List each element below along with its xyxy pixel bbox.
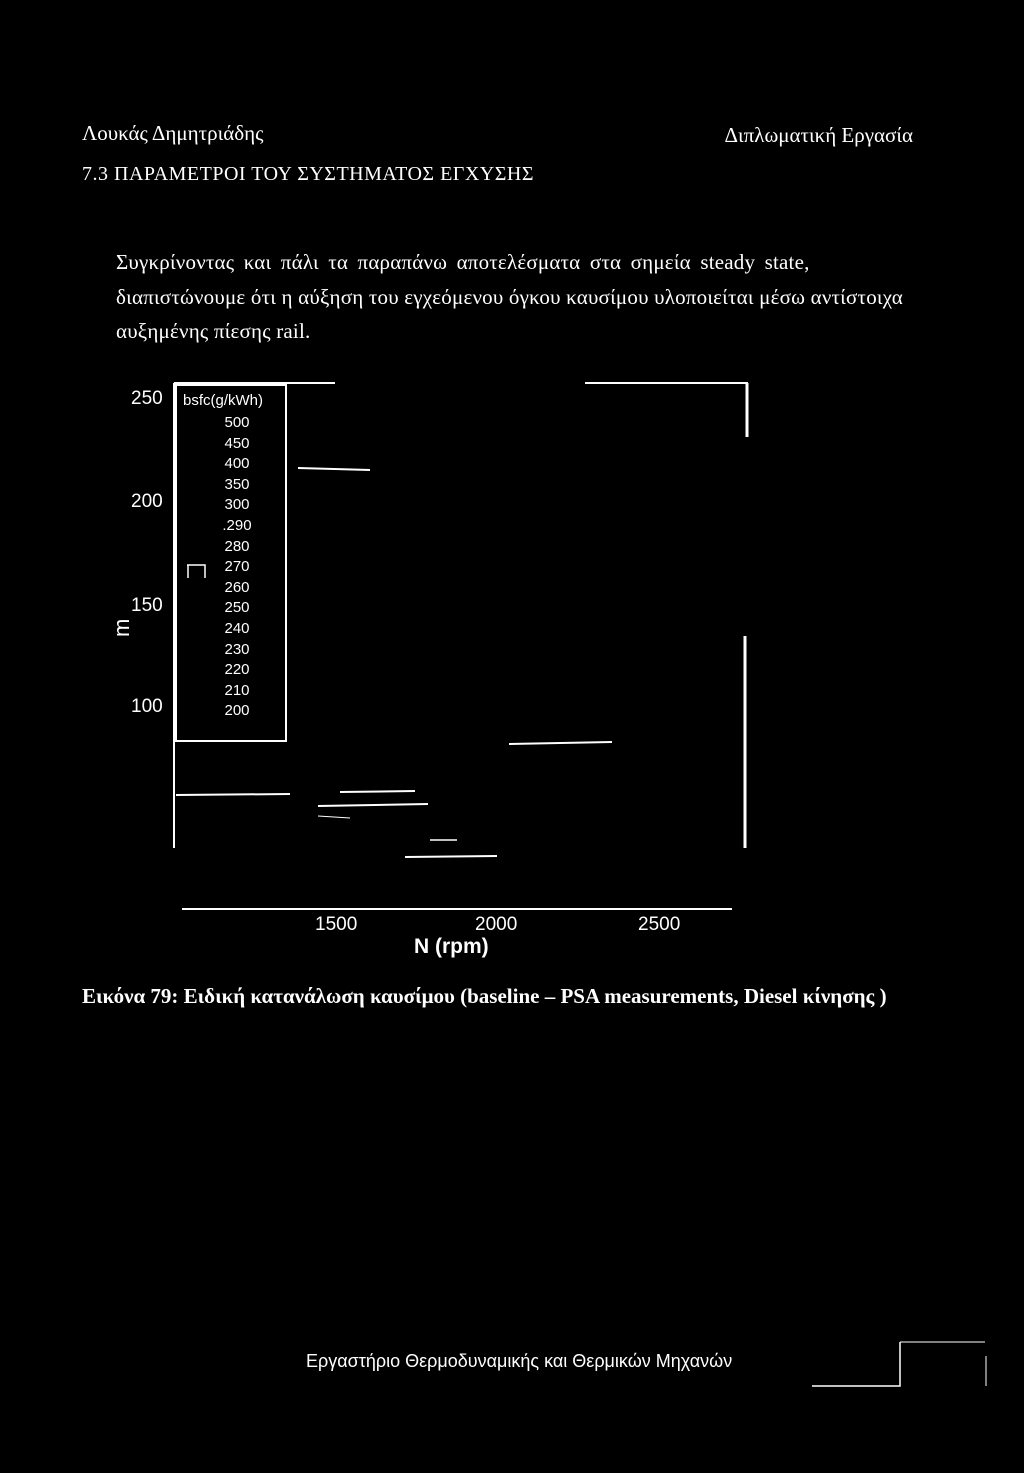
y-tick-label: 200 [131, 491, 163, 512]
legend-value: 500 [224, 414, 250, 431]
contour-fragment [318, 804, 428, 806]
legend-value: 250 [224, 599, 250, 617]
legend-value: 200 [224, 702, 250, 720]
legend-value: 450 [224, 434, 250, 452]
legend-value: 280 [224, 537, 250, 555]
x-tick-label: 2000 [475, 914, 518, 935]
contour-fragment [405, 856, 497, 857]
y-axis-label: m [109, 618, 134, 637]
legend-value: 400 [224, 455, 250, 473]
y-tick-label: 100 [131, 696, 163, 717]
figure-caption: Εικόνα 79: Ειδική κατανάλωση καυσίμου (baseline – PSA measurements, Diesel κίνησης ) [82, 984, 887, 1008]
contour-fragment [187, 565, 205, 578]
legend-value: 270 [224, 558, 250, 576]
contour-fragment [340, 791, 415, 792]
x-tick-label: 2500 [638, 914, 681, 935]
footer-text: Εργαστήριο Θερμοδυναμικής και Θερμικών Μηχανών [306, 1351, 733, 1371]
x-axis-label: N (rpm) [414, 935, 489, 958]
legend-value: 220 [224, 661, 250, 679]
x-tick-label: 1500 [315, 914, 358, 935]
contour-fragment [509, 742, 612, 744]
legend-value: 240 [224, 620, 250, 637]
legend-title: bsfc(g/kWh) [183, 392, 264, 409]
contour-fragment [298, 468, 370, 470]
paragraph-line-2: διαπιστώνουμε ότι η αύξηση του εγχεόμενου όγκου καυσίμου υλοποιείται μέσω αντίστοιχα [116, 285, 904, 309]
section-title: 7.3 ΠΑΡΑΜΕΤΡΟΙ ΤΟΥ ΣΥΣΤΗΜΑΤΟΣ ΕΓΧΥΣΗΣ [82, 163, 534, 185]
paragraph-line-3: αυξημένης πίεσης rail. [116, 319, 311, 343]
footer-decoration [812, 1342, 900, 1386]
y-tick-label: 250 [131, 388, 163, 409]
y-tick-label: 150 [131, 595, 163, 616]
legend-value: 230 [224, 640, 250, 658]
header-author: Λουκάς Δημητριάδης [82, 121, 264, 145]
legend-value: 210 [224, 681, 250, 699]
header-document-type: Διπλωματική Εργασία [724, 123, 913, 147]
legend-value: 350 [224, 475, 250, 493]
legend-value: .290 [222, 517, 252, 534]
paragraph-line-1: Συγκρίνοντας και πάλι τα παραπάνω αποτελέσματα στα σημεία steady state, [116, 250, 810, 274]
legend-value: 260 [224, 578, 250, 596]
contour-fragment [176, 794, 290, 795]
contour-fragment [318, 816, 350, 818]
legend-value: 300 [224, 496, 250, 514]
